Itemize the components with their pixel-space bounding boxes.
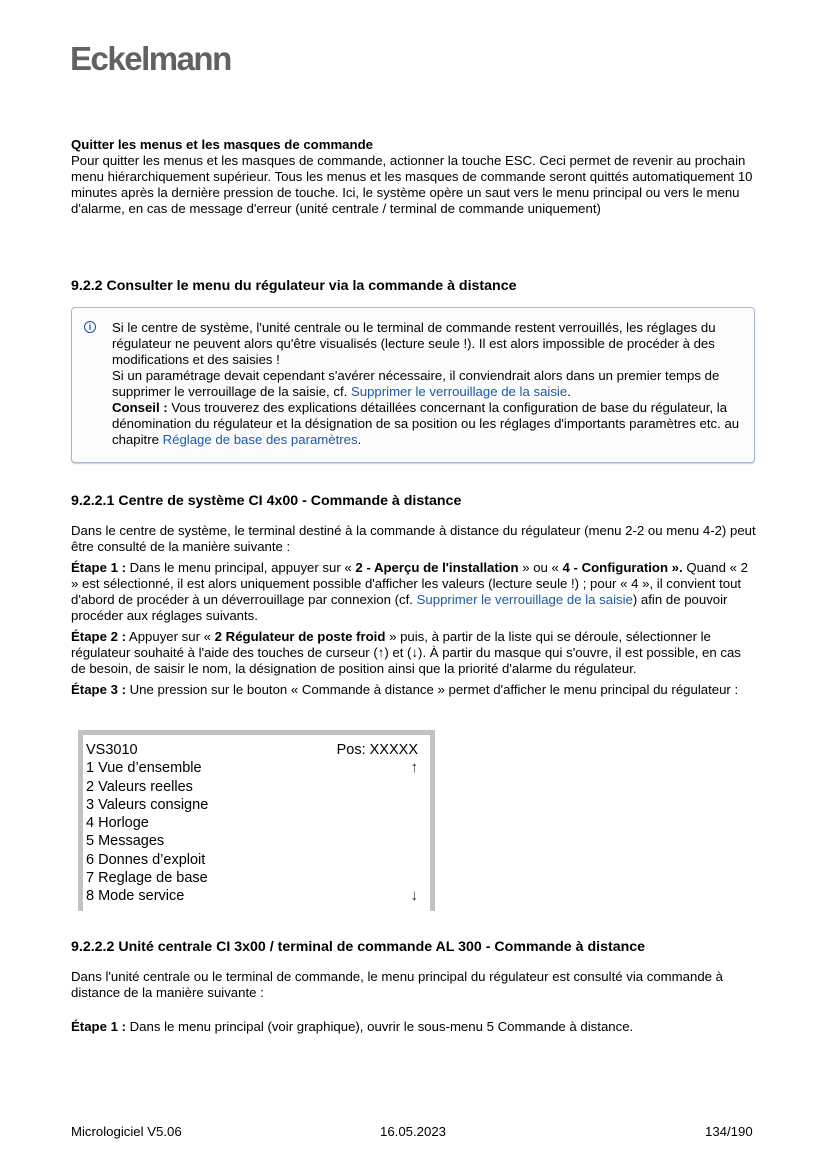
- screen-pos: Pos: XXXXX: [336, 742, 418, 758]
- screen-menu-item: [86, 832, 418, 850]
- step1-9-2-2-1: [71, 560, 757, 624]
- menu-item-label: 1 Vue d’ensemble: [86, 760, 202, 777]
- step2-9-2-2-1: [71, 629, 757, 677]
- arrow-up-icon: ↑: [410, 759, 418, 777]
- controller-screen: [78, 730, 435, 911]
- step-label: Étape 3 :: [71, 682, 126, 697]
- quit-body: Pour quitter les menus et les masques de commande, actionner la touche ESC. Ceci permet de revenir au prochain menu hiérarchiquement supérieur. Tous les menus et les masques de commande seront quittés automatiquement 10 minutes après la dernière pression de touche. Ici, le système opère un saut vers le menu principal ou vers le menu d'alarme, en cas de message d'erreur (unité centrale / terminal de commande uniquement): [71, 153, 753, 216]
- step-label: Étape 1 :: [71, 560, 126, 575]
- info-p3-end: .: [357, 432, 362, 447]
- info-p3-text: Vous trouverez des explications détaillées concernant la configuration de base du régulateur, la dénomination du régulateur et la désignation de sa position ou les réglages d'importants paramètres etc. au chapitre: [112, 400, 740, 447]
- step-label: Étape 2 :: [71, 629, 126, 644]
- step-bold: 4 - Configuration ».: [562, 560, 683, 575]
- step-text: ) afin de pouvoir procéder aux réglages suivants.: [71, 592, 728, 623]
- step1-9-2-2-2: [71, 1019, 757, 1035]
- conseil-label: Conseil :: [112, 400, 168, 415]
- menu-item-label: 2 Valeurs reelles: [86, 778, 193, 795]
- heading-9-2-2-1: 9.2.2.1 Centre de système CI 4x00 - Commande à distance: [71, 493, 462, 509]
- quit-section: [71, 137, 757, 217]
- intro-9-2-2-1: Dans le centre de système, le terminal destiné à la commande à distance du régulateur (menu 2-2 ou menu 4-2) peut être consulté de la manière suivante :: [71, 523, 756, 554]
- link-reglage-base[interactable]: Réglage de base des paramètres: [162, 432, 358, 447]
- menu-item-label: 3 Valeurs consigne: [86, 796, 209, 813]
- step-bold: 2 - Aperçu de l'installation: [355, 560, 519, 575]
- step-text: » ou «: [518, 560, 563, 575]
- footer-date: 16.05.2023: [380, 1124, 447, 1139]
- screen-menu-item: [86, 869, 418, 887]
- link-supprimer-verrouillage-2[interactable]: Supprimer le verrouillage de la saisie: [416, 592, 633, 607]
- heading-9-2-2-2: 9.2.2.2 Unité centrale CI 3x00 / terminal de commande AL 300 - Commande à distance: [71, 939, 646, 955]
- arrow-down-icon: ↓: [410, 887, 418, 905]
- step3-9-2-2-1: [71, 682, 757, 698]
- step-text: Une pression sur le bouton « Commande à distance » permet d'afficher le menu principal du régulateur :: [125, 682, 739, 697]
- info-circle-icon: i: [84, 321, 96, 333]
- screen-header: [86, 741, 418, 759]
- screen-menu-item: [86, 796, 418, 814]
- step-text: Appuyer sur «: [125, 629, 215, 644]
- screen-title: VS3010: [86, 742, 138, 758]
- info-box: [71, 307, 755, 463]
- screen-menu-item: [86, 778, 418, 796]
- step-text: Quand « 2 » est sélectionné, il est alors uniquement possible d'afficher les valeurs (lecture seule !) ; pour « 4 », il convient tout d'abord de procéder à un déverrouillage par connexion (cf.: [71, 560, 748, 607]
- info-p1: Si le centre de système, l'unité centrale ou le terminal de commande restent verrouillés, les réglages du régulateur ne peuvent alors qu'être visualisés (lecture seule !). Il est alors impossible de procéder à des modifications et des saisies !: [112, 320, 716, 367]
- step-text: » puis, à partir de la liste qui se déroule, sélectionner le régulateur souhaité à l'aide des touches de curseur (↑) et (↓). À partir du masque qui s'ouvre, il est possible, en cas de besoin, de saisir le nom, la désignation de position ainsi que la priorité d'alarme du régulateur.: [71, 629, 741, 676]
- info-p2-end: .: [567, 384, 571, 399]
- info-p2: [112, 368, 752, 400]
- step-label: Étape 1 :: [71, 1019, 126, 1034]
- intro-9-2-2-2: Dans l'unité centrale ou le terminal de commande, le menu principal du régulateur est consulté via commande à distance de la manière suivante :: [71, 969, 723, 1000]
- footer-firmware: Micrologiciel V5.06: [71, 1124, 182, 1139]
- eckelmann-logo: Eckelmann: [70, 40, 231, 77]
- screen-menu-item: [86, 851, 418, 869]
- link-supprimer-verrouillage[interactable]: Supprimer le verrouillage de la saisie: [350, 384, 568, 399]
- quit-title: Quitter les menus et les masques de commande: [71, 137, 373, 152]
- menu-item-label: 8 Mode service: [86, 888, 185, 905]
- info-text: [112, 320, 752, 448]
- menu-item-label: 7 Reglage de base: [86, 870, 208, 887]
- menu-item-label: 4 Horloge: [86, 815, 149, 832]
- menu-item-label: 5 Messages: [86, 833, 165, 850]
- footer-page-number: 134/190: [705, 1124, 753, 1139]
- screen-menu-item: [86, 814, 418, 832]
- screen-menu-item: [86, 887, 418, 905]
- heading-9-2-2: 9.2.2 Consulter le menu du régulateur via la commande à distance: [71, 278, 517, 294]
- step-text: Dans le menu principal, appuyer sur «: [125, 560, 356, 575]
- info-p2-text: Si un paramétrage devait cependant s'avérer nécessaire, il conviendrait alors dans un premier temps de supprimer le verrouillage de la saisie, cf.: [112, 368, 720, 399]
- step-bold: 2 Régulateur de poste froid: [214, 629, 386, 644]
- section-9-2-2-2-body: [71, 969, 757, 1035]
- step-text: Dans le menu principal (voir graphique), ouvrir le sous-menu 5 Commande à distance.: [125, 1019, 634, 1034]
- info-p3: [112, 400, 752, 448]
- section-9-2-2-1-body: [71, 523, 757, 703]
- menu-item-label: 6 Donnes d’exploit: [86, 851, 206, 868]
- screen-menu-item: [86, 759, 418, 777]
